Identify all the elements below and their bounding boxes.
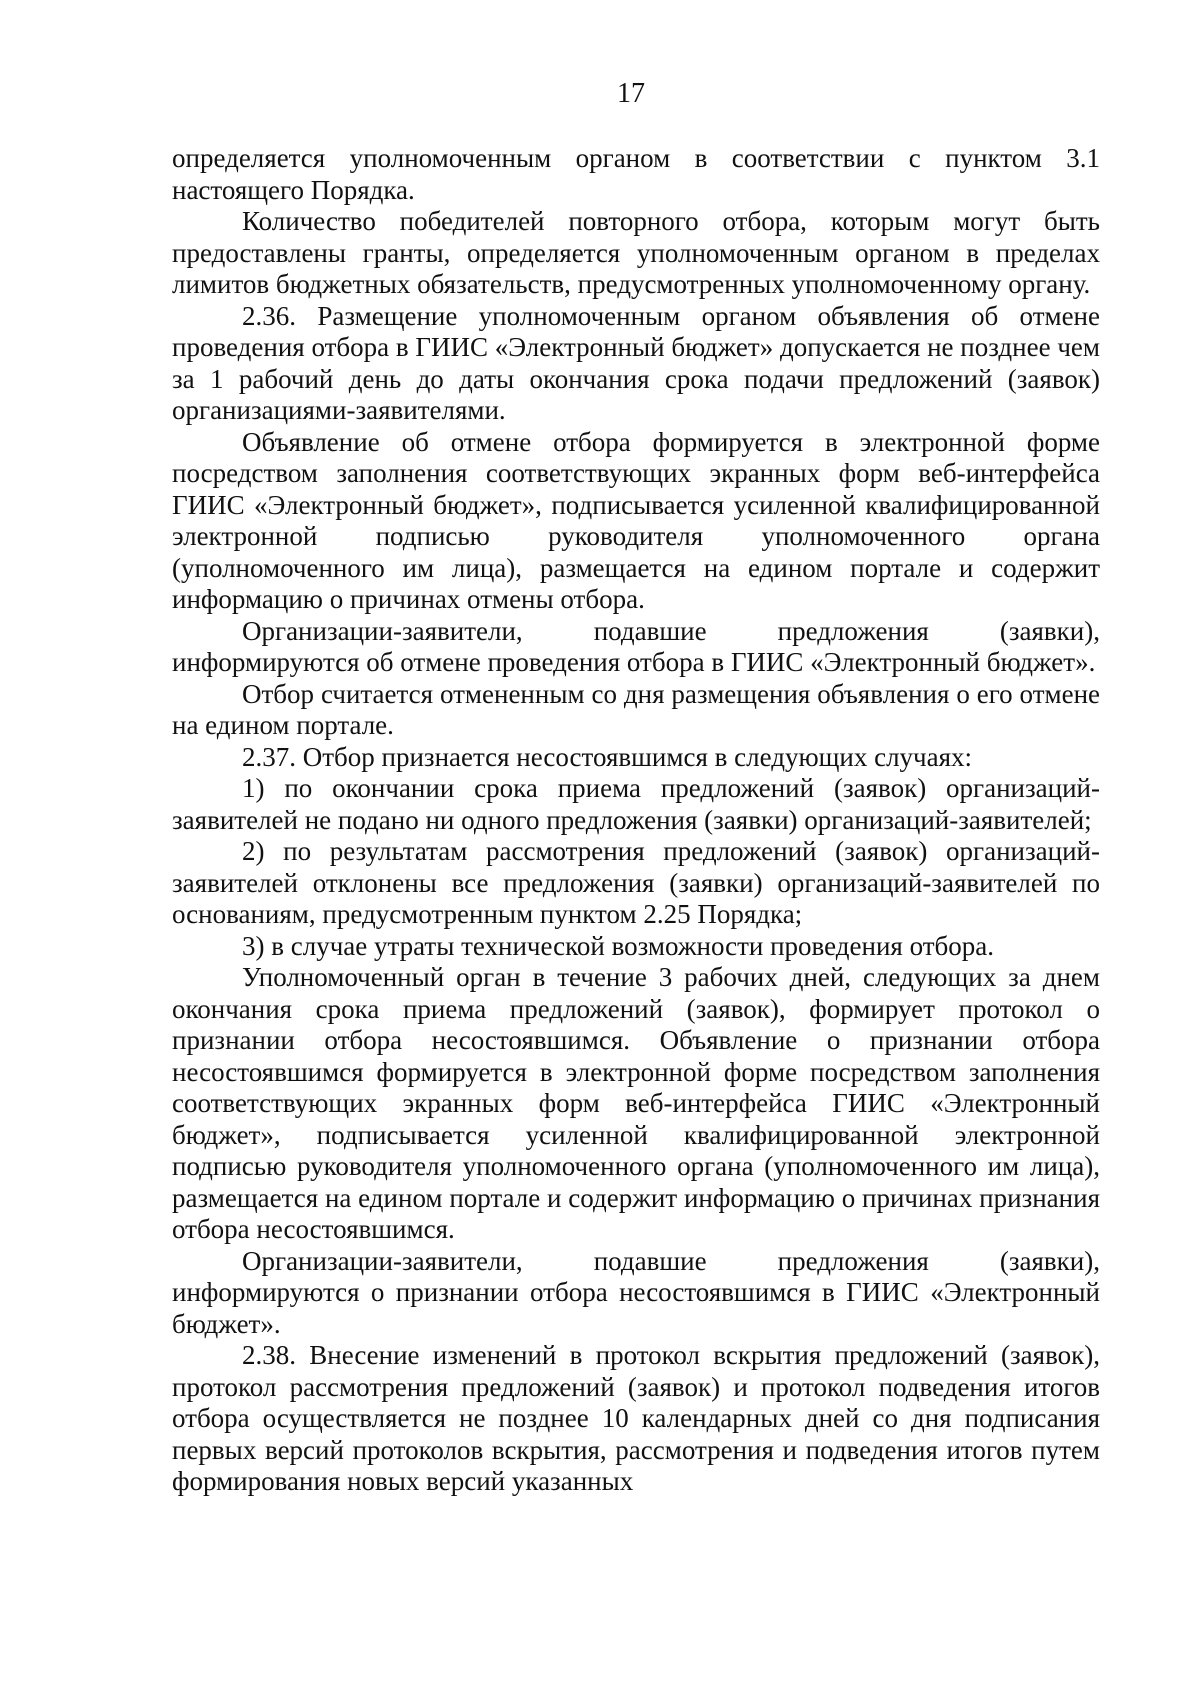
- page-number: 17: [617, 78, 645, 109]
- paragraph: 2.37. Отбор признается несостоявшимся в следующих случаях:: [242, 741, 973, 772]
- paragraph: Организации-заявители, подавшие предложения (заявки), информируются об отмене проведения отбора в ГИИС «Электронный бюджет».: [172, 615, 1100, 677]
- list-item: 3) в случае утраты технической возможности проведения отбора.: [242, 930, 994, 961]
- list-item: 1) по окончании срока приема предложений (заявок) организаций-заявителей не подано ни одного предложения (заявки) организаций-заявителей;: [172, 773, 1100, 835]
- paragraph: Объявление об отмене отбора формируется в электронной форме посредством заполнения соответствующих экранных форм веб-интерфейса ГИИС «Электронный бюджет», подписывается усиленной квалифицированной электронной подписью руководителя уполномоченного органа (уполномоченного им лица), размещается на едином портале и содержит информацию о причинах отмены отбора.: [172, 426, 1100, 614]
- document-body: [172, 143, 1100, 1498]
- paragraph: определяется уполномоченным органом в соответствии с пунктом 3.1 настоящего Порядка.: [172, 143, 1100, 205]
- paragraph: Уполномоченный орган в течение 3 рабочих дней, следующих за днем окончания срока приема предложений (заявок), формирует протокол о признании отбора несостоявшимся. Объявление о признании отбора несостоявшимся формируется в электронной форме посредством заполнения соответствующих экранных форм веб-интерфейса ГИИС «Электронный бюджет», подписывается усиленной квалифицированной электронной подписью руководителя уполномоченного органа (уполномоченного им лица), размещается на едином портале и содержит информацию о причинах признания отбора несостоявшимся.: [172, 962, 1100, 1244]
- paragraph: Отбор считается отмененным со дня размещения объявления о его отмене на едином портале.: [172, 678, 1100, 740]
- list-item: 2) по результатам рассмотрения предложений (заявок) организаций-заявителей отклонены все предложения (заявки) организаций-заявителей по основаниям, предусмотренным пунктом 2.25 Порядка;: [172, 836, 1100, 929]
- paragraph: Количество победителей повторного отбора, которым могут быть предоставлены гранты, определяется уполномоченным органом в пределах лимитов бюджетных обязательств, предусмотренных уполномоченному органу.: [172, 206, 1100, 299]
- paragraph: Организации-заявители, подавшие предложения (заявки), информируются о признании отбора несостоявшимся в ГИИС «Электронный бюджет».: [172, 1245, 1100, 1339]
- paragraph: 2.38. Внесение изменений в протокол вскрытия предложений (заявок), протокол рассмотрения предложений (заявок) и протокол подведения итогов отбора осуществляется не позднее 10 календарных дней со дня подписания первых версий протоколов вскрытия, рассмотрения и подведения итогов путем формирования новых версий указанных: [172, 1340, 1100, 1496]
- paragraph: 2.36. Размещение уполномоченным органом объявления об отмене проведения отбора в ГИИС «Электронный бюджет» допускается не позднее чем за 1 рабочий день до даты окончания срока подачи предложений (заявок) организациями-заявителями.: [172, 300, 1100, 425]
